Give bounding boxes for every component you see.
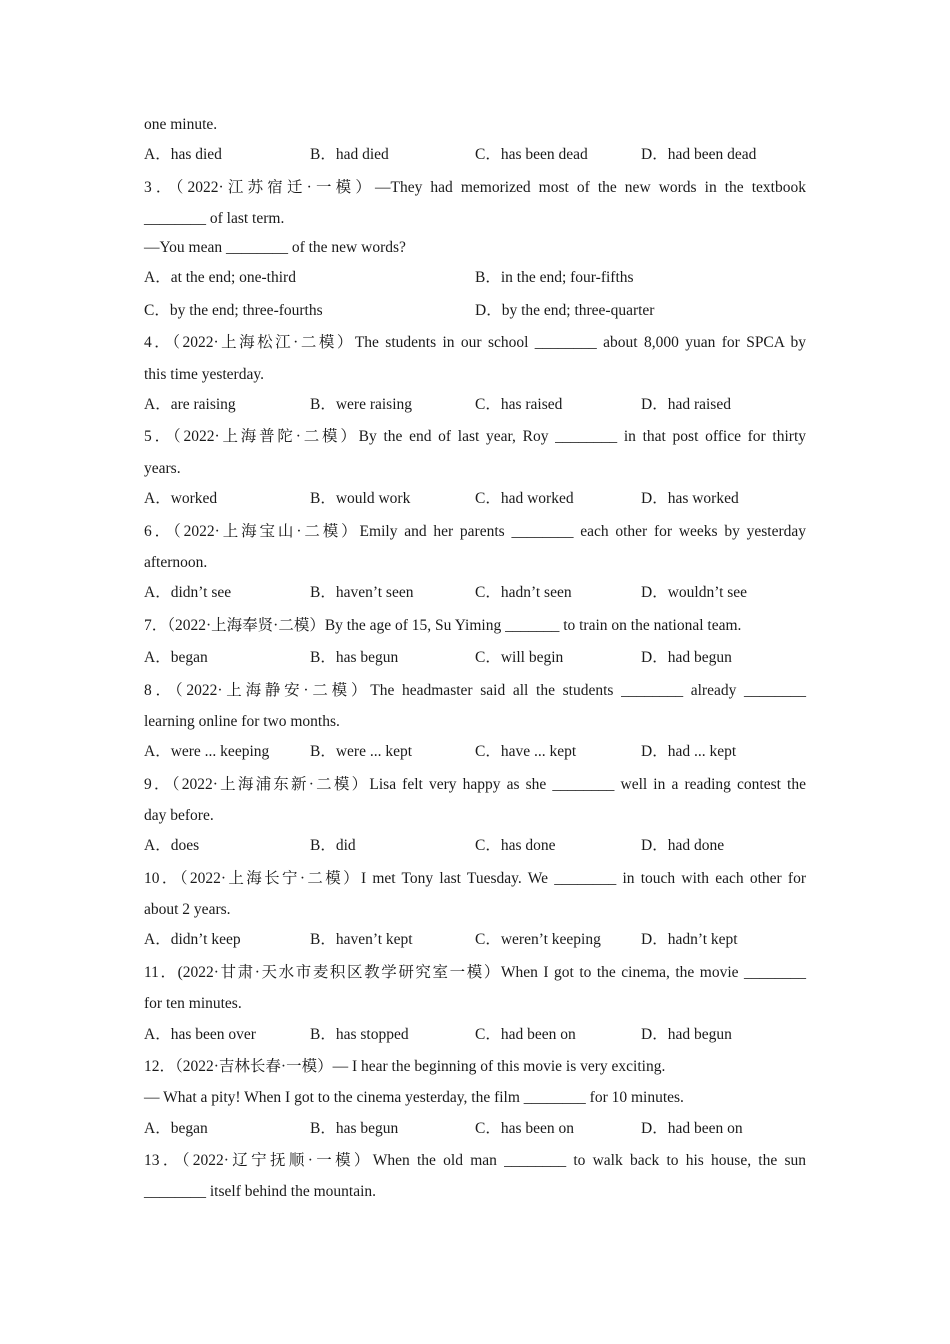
question-11-text: 11．(2022·甘肃·天水市麦积区教学研究室一模）When I got to the cinema, the movie ________ bbox=[144, 964, 806, 981]
option-d: D．hadn’t kept bbox=[641, 931, 738, 948]
option-c: C．has done bbox=[475, 837, 556, 854]
option-d: D．has worked bbox=[641, 490, 739, 507]
option-d: D．by the end; three-quarter bbox=[475, 302, 655, 319]
option-d: D．had begun bbox=[641, 649, 732, 666]
question-10-text: 10．（2022·上海长宁·二模）I met Tony last Tuesday. We ________ in touch with each other for bbox=[144, 870, 806, 887]
question-3-text-cont: ________ of last term. bbox=[144, 210, 285, 227]
option-a: A．didn’t see bbox=[144, 584, 232, 601]
option-d: D．had been on bbox=[641, 1120, 743, 1137]
option-b: B．were raising bbox=[310, 396, 413, 413]
question-text-continuation: one minute. bbox=[144, 116, 218, 133]
option-c: C．has raised bbox=[475, 396, 563, 413]
option-b: B．would work bbox=[310, 490, 411, 507]
option-d: D．had begun bbox=[641, 1026, 732, 1043]
question-13-text-cont: ________ itself behind the mountain. bbox=[144, 1183, 377, 1200]
question-8-text: 8．（2022·上海静安·二模）The headmaster said all the students ________ already ________ bbox=[144, 682, 806, 699]
question-7-text: 7．（2022·上海奉贤·二模）By the age of 15, Su Yiming _______ to train on the national team. bbox=[144, 617, 742, 634]
option-c: C．had worked bbox=[475, 490, 574, 507]
option-a: A．were ... keeping bbox=[144, 743, 270, 760]
question-10-text-cont: about 2 years. bbox=[144, 901, 231, 918]
question-13-text: 13．（2022·辽宁抚顺·一模）When the old man ________ to walk back to his house, the sun bbox=[144, 1152, 806, 1169]
question-12-text: 12．（2022·吉林长春·一模）— I hear the beginning of this movie is very exciting. bbox=[144, 1058, 666, 1075]
question-5-text-cont: years. bbox=[144, 460, 181, 477]
question-12-dialogue: — What a pity! When I got to the cinema yesterday, the film ________ for 10 minutes. bbox=[144, 1089, 684, 1106]
question-6-text: 6．（2022·上海宝山·二模）Emily and her parents ________ each other for weeks by yesterday bbox=[144, 523, 806, 540]
option-b: B．has stopped bbox=[310, 1026, 409, 1043]
option-c: C．by the end; three-fourths bbox=[144, 302, 323, 319]
option-c: C．has been on bbox=[475, 1120, 575, 1137]
question-3-text: 3．（2022·江苏宿迁·一模）—They had memorized most of the new words in the textbook bbox=[144, 179, 806, 196]
option-d: D．had ... kept bbox=[641, 743, 737, 760]
option-a: A．began bbox=[144, 1120, 208, 1137]
question-4-text-cont: this time yesterday. bbox=[144, 366, 264, 383]
option-c: C．had been on bbox=[475, 1026, 576, 1043]
option-c: C．hadn’t seen bbox=[475, 584, 572, 601]
option-b: B．had died bbox=[310, 146, 389, 163]
option-c: C．has been dead bbox=[475, 146, 588, 163]
question-8-text-cont: learning online for two months. bbox=[144, 713, 340, 730]
option-b: B．has begun bbox=[310, 649, 399, 666]
question-9-text: 9．（2022·上海浦东新·二模）Lisa felt very happy as she ________ well in a reading contest the bbox=[144, 776, 806, 793]
option-c: C．have ... kept bbox=[475, 743, 577, 760]
option-d: D．had done bbox=[641, 837, 725, 854]
option-a: A．didn’t keep bbox=[144, 931, 241, 948]
option-c: C．will begin bbox=[475, 649, 564, 666]
option-a: A．has been over bbox=[144, 1026, 256, 1043]
question-3-dialogue: —You mean ________ of the new words? bbox=[144, 239, 406, 256]
option-d: D．had raised bbox=[641, 396, 731, 413]
question-11-text-cont: for ten minutes. bbox=[144, 995, 242, 1012]
option-b: B．were ... kept bbox=[310, 743, 413, 760]
option-b: B．has begun bbox=[310, 1120, 399, 1137]
option-d: D．wouldn’t see bbox=[641, 584, 748, 601]
option-a: A．worked bbox=[144, 490, 218, 507]
question-9-text-cont: day before. bbox=[144, 807, 214, 824]
option-b: B．did bbox=[310, 837, 356, 854]
option-a: A．has died bbox=[144, 146, 222, 163]
question-5-text: 5．（2022·上海普陀·二模）By the end of last year, Roy ________ in that post office for thirty bbox=[144, 428, 806, 445]
question-4-text: 4．（2022·上海松江·二模）The students in our school ________ about 8,000 yuan for SPCA by bbox=[144, 334, 806, 351]
option-d: D．had been dead bbox=[641, 146, 757, 163]
option-b: B．in the end; four-fifths bbox=[475, 269, 634, 286]
option-a: A．at the end; one-third bbox=[144, 269, 296, 286]
option-b: B．haven’t seen bbox=[310, 584, 414, 601]
option-a: A．began bbox=[144, 649, 208, 666]
option-a: A．are raising bbox=[144, 396, 236, 413]
option-c: C．weren’t keeping bbox=[475, 931, 601, 948]
option-a: A．does bbox=[144, 837, 200, 854]
option-b: B．haven’t kept bbox=[310, 931, 413, 948]
question-6-text-cont: afternoon. bbox=[144, 554, 208, 571]
